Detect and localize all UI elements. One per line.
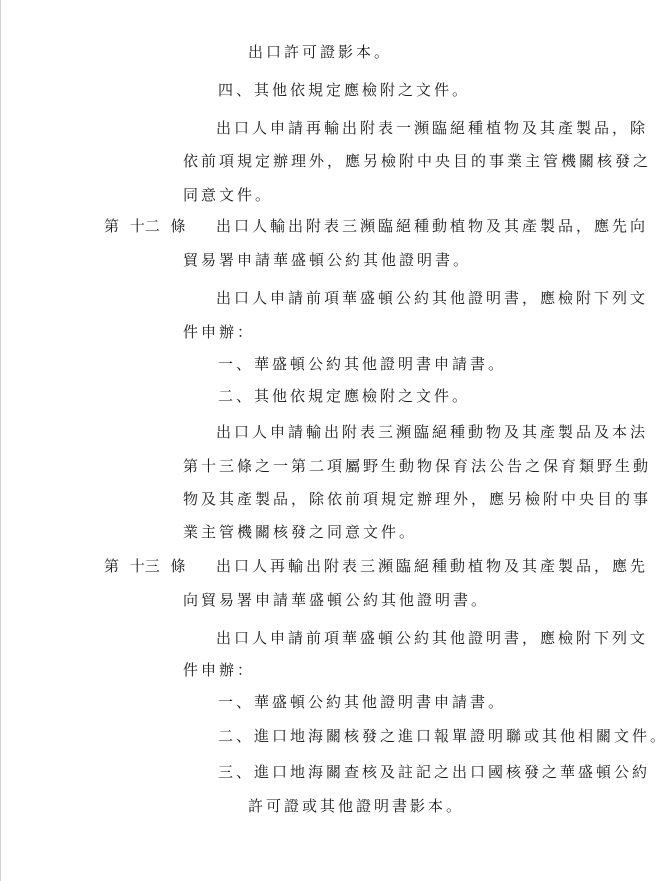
paragraph-line: 出口人申請再輸出附表一瀕臨絕種植物及其產製品，除: [216, 119, 649, 137]
paragraph-line: 同意文件。: [183, 186, 274, 204]
article-heading-12: 第 十二 條: [104, 217, 186, 235]
list-item: 二、其他依規定應檢附之文件。: [218, 387, 471, 405]
list-item: 四、其他依規定應檢附之文件。: [218, 81, 471, 99]
paragraph-line: 出口人申請前項華盛頓公約其他證明書，應檢附下列文: [216, 289, 649, 307]
list-item: 三、進口地海關查核及註記之出口國核發之華盛頓公約: [218, 763, 651, 781]
paragraph-line: 物及其產製品，除依前項規定辦理外，應另檢附中央目的事: [183, 490, 652, 508]
list-item-continuation: 許可證或其他證明書影本。: [248, 797, 465, 815]
paragraph-line: 出口人再輸出附表三瀕臨絕種動植物及其產製品，應先: [216, 557, 649, 575]
paragraph-line: 業主管機關核發之同意文件。: [183, 523, 418, 541]
list-item: 一、華盛頓公約其他證明書申請書。: [218, 355, 507, 373]
paragraph-line: 向貿易署申請華盛頓公約其他證明書。: [183, 591, 490, 609]
paragraph-line: 依前項規定辦理外，應另檢附中央目的事業主管機關核發之: [183, 152, 652, 170]
article-heading-13: 第 十三 條: [104, 557, 186, 575]
paragraph-line: 出口許可證影本。: [248, 43, 393, 61]
paragraph-line: 出口人輸出附表三瀕臨絕種動植物及其產製品，應先向: [216, 217, 649, 235]
paragraph-line: 出口人申請輸出附表三瀕臨絕種動物及其產製品及本法: [216, 423, 649, 441]
list-item: 二、進口地海關核發之進口報單證明聯或其他相關文件。: [218, 727, 669, 745]
list-item: 一、華盛頓公約其他證明書申請書。: [218, 693, 507, 711]
paragraph-line: 件申辦：: [183, 661, 256, 679]
paragraph-line: 貿易署申請華盛頓公約其他證明書。: [183, 251, 472, 269]
scan-edge: [0, 0, 1, 881]
paragraph-line: 出口人申請前項華盛頓公約其他證明書，應檢附下列文: [216, 629, 649, 647]
paragraph-line: 件申辦：: [183, 323, 256, 341]
paragraph-line: 第十三條之一第二項屬野生動物保育法公告之保育類野生動: [183, 457, 652, 475]
